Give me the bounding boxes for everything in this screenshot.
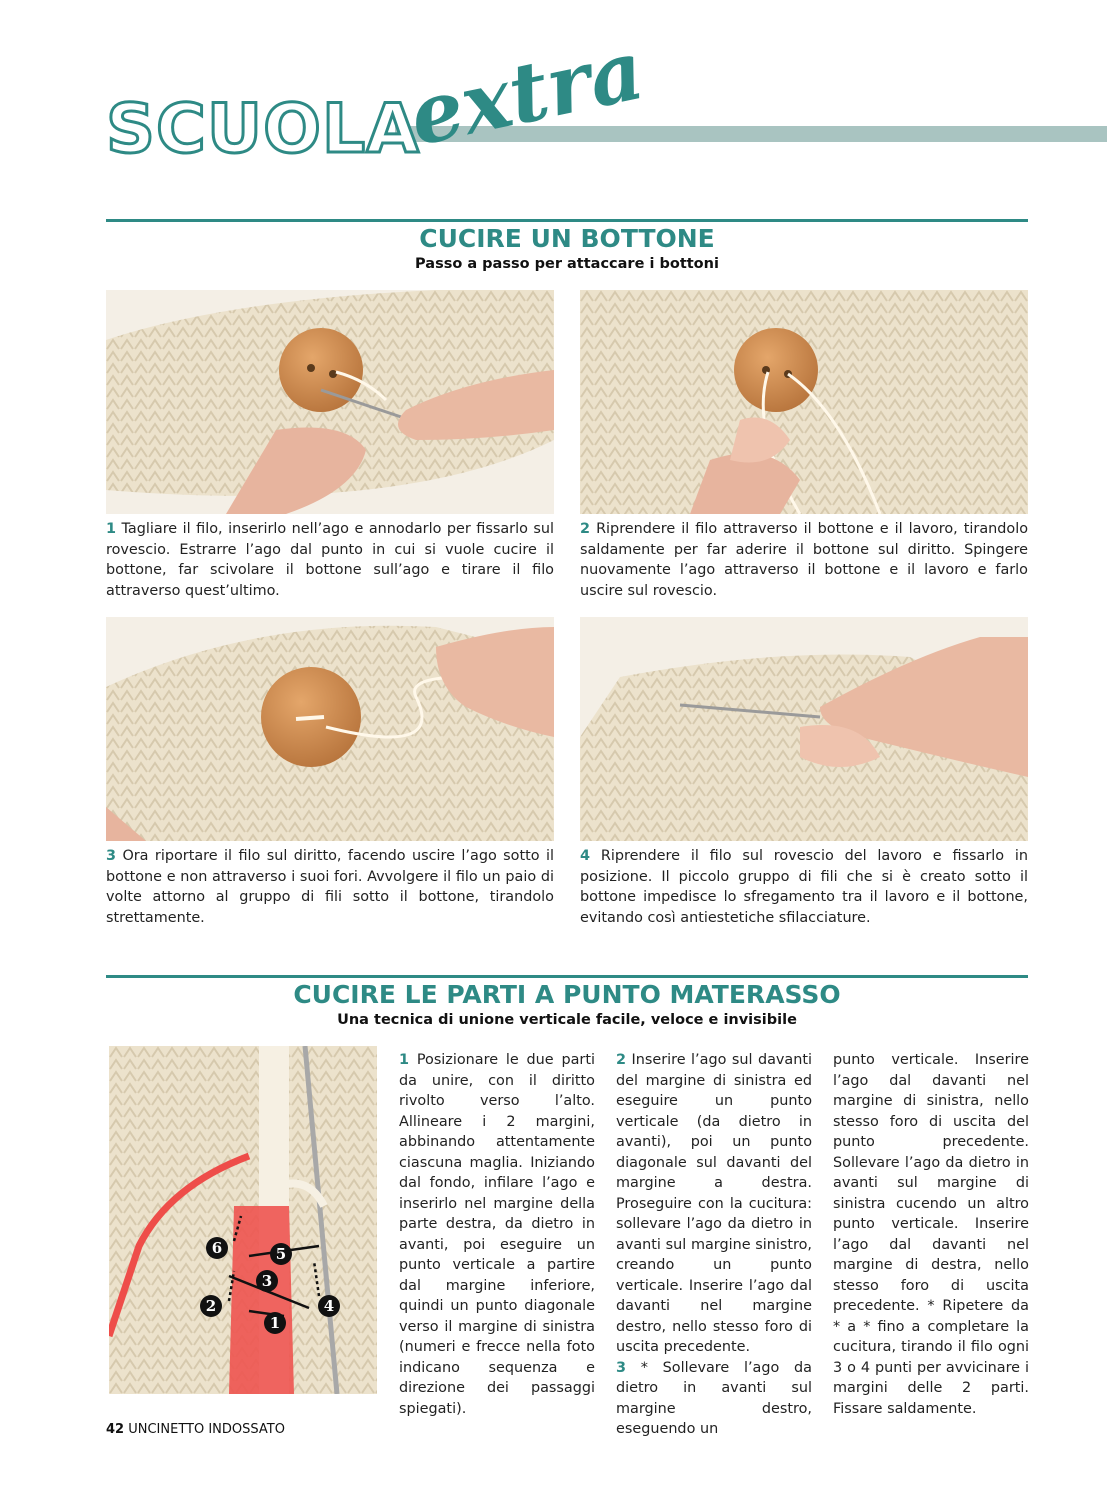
caption-step-2-number: 2: [580, 521, 591, 537]
caption-step-3: [106, 846, 554, 928]
diagram-label-5: 5: [275, 1245, 287, 1263]
photo-step-2: [580, 290, 1028, 514]
photo-step-4: [580, 617, 1028, 841]
section1-rule: [106, 219, 1028, 222]
magazine-name: UNCINETTO INDOSSATO: [128, 1422, 285, 1437]
diagram-label-1: 1: [269, 1314, 281, 1332]
caption-step-1-number: 1: [106, 521, 117, 537]
section1-subtitle: Passo a passo per attaccare i bottoni: [415, 256, 719, 272]
diagram-label-3: 3: [261, 1272, 273, 1290]
photo-mattress-stitch: [109, 1046, 377, 1394]
mattress-step-1-number: 1: [399, 1052, 410, 1068]
mattress-step-1-text: Posizionare le due parti da unire, con il diritto rivolto verso l’alto. Allineare i 2 margini, abbinando attentamente ciascuna maglia. Iniziando dal fondo, infilare l’ago e inserirlo nel margine della parte destra, da dietro in avanti, poi eseguire un punto verticale a partire dal margine inferiore, quindi un punto diagonale verso il margine di sinistra (numeri e frecce nella foto indicano sequenza e direzione dei passaggi spiegati).: [399, 1052, 595, 1417]
mattress-step-3-continued: punto verticale. Inserire l’ago dal davanti nel margine di sinistra, nello stesso foro di uscita del punto precedente. Sollevare l’ago da dietro in avanti sul margine di sinistra cucendo un altro punto verticale. Inserire l’ago dal davanti nel margine di destra, nello stesso foro di uscita precedente. * Ripetere da * a * fino a completare la cucitura, tirando il filo ogni 3 o 4 punti per avvicinare i margini delle 2 parti. Fissare saldamente.: [833, 1052, 1029, 1417]
caption-step-1: [106, 519, 554, 601]
caption-step-4-number: 4: [580, 848, 591, 864]
section2-rule: [106, 975, 1028, 978]
caption-step-3-number: 3: [106, 848, 117, 864]
caption-step-4-text: Riprendere il filo sul rovescio del lavoro e fissarlo in posizione. Il piccolo gruppo di fili che si è creato sotto il bottone impedisce lo sfregamento tra il lavoro e il bottone, evitando così antiestetiche sfilacciature.: [580, 848, 1028, 926]
header-title-extra: extra: [401, 22, 652, 165]
caption-step-2-text: Riprendere il filo attraverso il bottone e il lavoro, tirandolo saldamente per far aderire il bottone sul diritto. Spingere nuovamente l’ago attraverso il bottone e il lavoro e farlo uscire sul rovescio.: [580, 521, 1029, 599]
caption-step-2: [580, 519, 1028, 601]
diagram-label-6: 6: [211, 1239, 223, 1257]
caption-step-1-text: Tagliare il filo, inserirlo nell’ago e annodarlo per fissarlo sul rovescio. Estrarre l’ago dal punto in cui si vuole cucire il bottone, far scivolare il bottone sull’ago e tirare il filo attraverso quest’ultimo.: [106, 521, 554, 599]
mattress-column-1: [399, 1050, 595, 1419]
wooden-button: [734, 328, 818, 412]
diagram-label-2: 2: [205, 1297, 217, 1315]
mattress-step-2-number: 2: [616, 1052, 627, 1068]
section1-title: CUCIRE UN BOTTONE: [419, 224, 715, 253]
mattress-step-2-text: Inserire l’ago sul davanti del margine di sinistra ed eseguire un punto verticale (da dietro in avanti), poi un punto diagonale sul davanti del margine a destra. Proseguire con la cucitura: sollevare l’ago da dietro in avanti sul margine sinistro, creando un punto verticale. Inserire l’ago dal davanti nel margine destro, nello stesso foro di uscita precedente.: [616, 1052, 812, 1355]
caption-step-4: [580, 846, 1028, 928]
section2-subtitle: Una tecnica di unione verticale facile, veloce e invisibile: [337, 1012, 797, 1028]
mattress-column-3: [833, 1050, 1029, 1419]
header-title-scuola: SCUOLA: [106, 90, 420, 169]
diagram-label-4: 4: [323, 1297, 335, 1315]
caption-step-3-text: Ora riportare il filo sul diritto, facendo uscire l’ago sotto il bottone e non attraverso i suoi fori. Avvolgere il filo un paio di volte attorno al gruppo di fili sotto il bottone, tirandolo strettamente.: [106, 848, 554, 926]
photo-step-1: [106, 290, 554, 514]
page-number: 42: [106, 1422, 125, 1437]
section2-title: CUCIRE LE PARTI A PUNTO MATERASSO: [293, 980, 841, 1009]
page-footer: [106, 1422, 285, 1437]
mattress-column-2: [616, 1050, 812, 1440]
mattress-step-3-text: * Sollevare l’ago da dietro in avanti sul margine destro, eseguendo un: [616, 1359, 812, 1437]
photo-step-3: [106, 617, 554, 841]
mattress-step-3-number: 3: [616, 1359, 627, 1376]
